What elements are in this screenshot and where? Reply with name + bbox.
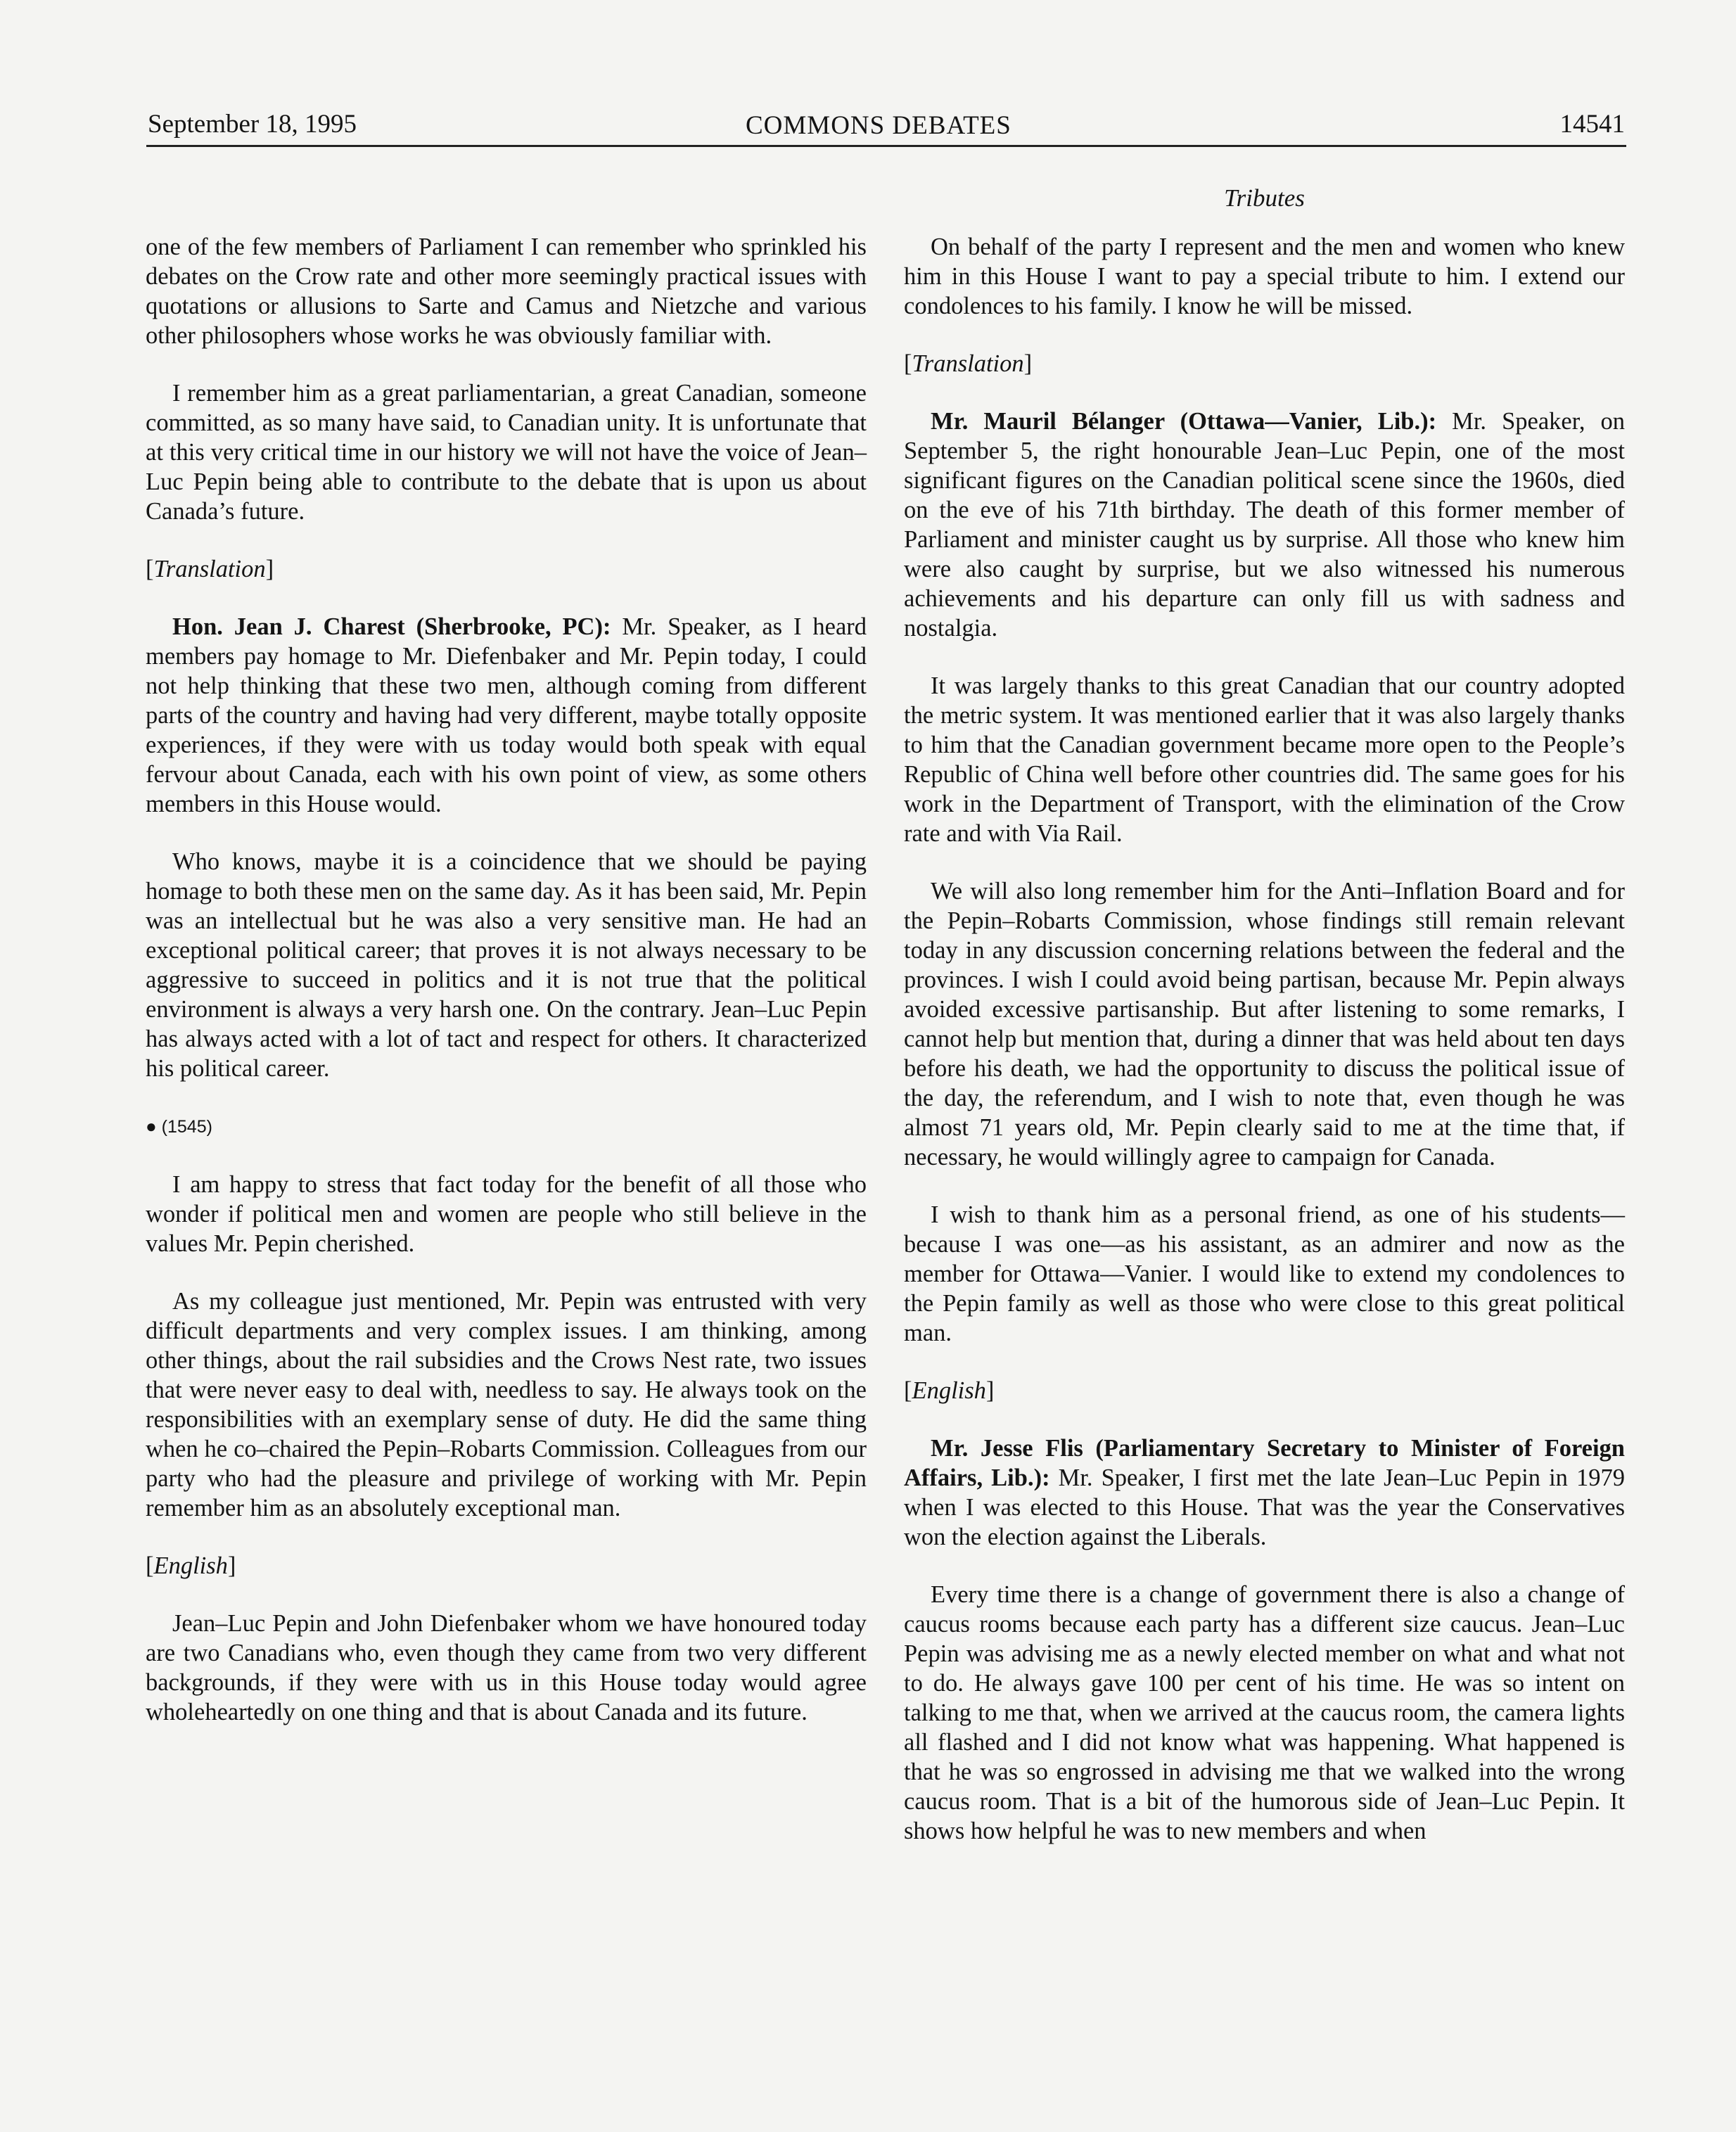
time-label: (1545) — [161, 1117, 212, 1137]
page-number: 14541 — [1559, 110, 1625, 139]
left-column — [146, 232, 867, 1755]
paragraph: one of the few members of Parliament I can remember who sprinkled his debates on the Crow rate and other more seemingly practical issues with quotations or allusions to Sarte and Camus and Nietzche and various other philosophers whose works he was obviously familiar with. — [146, 234, 867, 349]
speech-paragraph — [146, 612, 867, 819]
paragraph: It was largely thanks to this great Canadian that our country adopted the metric system. It was mentioned earlier that it was also largely thanks to him that the Canadian government became more open to the People’s Republic of China well before other countries did. The same goes for his work in the Department of Transport, with the elimination of the Crow rate and with Via Rail. — [904, 672, 1625, 847]
paragraph: I wish to thank him as a personal friend, as one of his students—because I was one—as his assistant, as an admirer and now as the member for Ottawa—Vanier. I would like to extend my condolences to the Pepin family as well as those who were close to this great political man. — [904, 1201, 1625, 1346]
paragraph: I remember him as a great parliamentarian, a great Canadian, someone committed, as so many have said, to Canadian unity. It is unfortunate that at this very critical time in our history we will not have the voice of Jean–Luc Pepin being able to contribute to the debate that is upon us about Canada’s future. — [146, 380, 867, 525]
language-marker: [English] — [904, 1377, 995, 1404]
paragraph: We will also long remember him for the Anti–Inflation Board and for the Pepin–Robarts Commission, whose findings still remain relevant today in any discussion concerning relations between the federal and the provinces. I wish I could avoid being partisan, because Mr. Pepin always avoided excessive partisanship. But after listening to some remarks, I cannot help but mention that, during a dinner that was held about ten days before his death, we had the opportunity to discuss the political issue of the day, the referendum, and I wish to note that, even though he was almost 71 years old, Mr. Pepin clearly said to me at the time that, if necessary, he would willingly agree to campaign for Canada. — [904, 878, 1625, 1170]
speaker-name: Mr. Mauril Bélanger (Ottawa—Vanier, Lib.): — [931, 408, 1437, 435]
language-label: Translation — [912, 350, 1024, 377]
paragraph: I am happy to stress that fact today for the benefit of all those who wonder if political men and women are people who still believe in the values Mr. Pepin cherished. — [146, 1171, 867, 1257]
time-marker — [146, 1111, 867, 1142]
paragraph: Jean–Luc Pepin and John Diefenbaker whom we have honoured today are two Canadians who, even though they came from two very different backgrounds, if they were with us in this House today would agree wholeheartedly on one thing and that is about Canada and its future. — [146, 1610, 867, 1725]
language-marker: [Translation] — [146, 556, 274, 582]
speech-text: Mr. Speaker, on September 5, the right honourable Jean–Luc Pepin, one of the most significant figures on the Canadian political scene since the 1960s, died on the eve of his 71th birthday. The death of this former member of Parliament and minister caught us by surprise. All those who knew him were also caught by surprise, but we also witnessed his numerous achievements and his departure can only fill us with sadness and nostalgia. — [904, 408, 1626, 641]
speech-text: Mr. Speaker, as I heard members pay homage to Mr. Diefenbaker and Mr. Pepin today, I could not help thinking that these two men, although coming from different parts of the country and having had very different, maybe totally opposite experiences, if they were with us today would both speak with equal fervour about Canada, each with his own point of view, as some others members in this House would. — [146, 613, 867, 817]
language-label: Translation — [153, 556, 266, 582]
header-date: September 18, 1995 — [148, 110, 357, 139]
language-label: English — [153, 1552, 228, 1579]
paragraph: Every time there is a change of government there is also a change of caucus rooms because each party has a different size caucus. Jean–Luc Pepin was advising me as a newly elected member on what and what not to do. He always gave 100 per cent of his time. He was so intent on talking to me that, when we arrived at the caucus room, the camera lights all flashed and I did not know what was happening. What happened is that he was so engrossed in advising me that we walked into the wrong caucus room. That is a bit of the humorous side of Jean–Luc Pepin. It shows how helpful he was to new members and when — [904, 1581, 1625, 1844]
speaker-name: Mr. Jesse Flis (Parliamentary Secretary to Minister of Foreign Affairs, Lib.): — [904, 1435, 1625, 1491]
language-marker: [English] — [146, 1552, 236, 1579]
language-marker: [Translation] — [904, 350, 1033, 377]
header-rule — [146, 145, 1626, 147]
right-column — [904, 232, 1625, 1874]
speech-paragraph — [904, 407, 1625, 643]
language-label: English — [912, 1377, 986, 1404]
section-rubric: Tributes — [1224, 184, 1305, 212]
paragraph: Who knows, maybe it is a coincidence that we should be paying homage to both these men on the same day. As it has been said, Mr. Pepin was an intellectual but he was also a very sensitive man. He had an exceptional political career; that proves it is not always necessary to be aggressive to succeed in politics and it is not true that the political environment is always a very harsh one. On the contrary. Jean–Luc Pepin has always acted with a lot of tact and respect for others. It characterized his political career. — [146, 848, 867, 1082]
paragraph: On behalf of the party I represent and the men and women who knew him in this House I want to pay a special tribute to him. I extend our condolences to his family. I know he will be missed. — [904, 234, 1625, 319]
paragraph: As my colleague just mentioned, Mr. Pepin was entrusted with very difficult departments and very complex issues. I am thinking, among other things, about the rail subsidies and the Crows Nest rate, two issues that were never easy to deal with, needless to say. He always took on the responsibilities with an exemplary sense of duty. He did the same thing when he co–chaired the Pepin–Robarts Commission. Colleagues from our party who had the pleasure and privilege of working with Mr. Pepin remember him as an absolutely exceptional man. — [146, 1288, 867, 1521]
header-title: COMMONS DEBATES — [746, 111, 1011, 140]
bullet-icon: ● — [146, 1116, 157, 1137]
speech-text: Mr. Speaker, I first met the late Jean–Luc Pepin in 1979 when I was elected to this House. That was the year the Conservatives won the election against the Liberals. — [904, 1464, 1626, 1550]
speech-paragraph — [904, 1434, 1625, 1552]
speaker-name: Hon. Jean J. Charest (Sherbrooke, PC): — [172, 613, 611, 640]
